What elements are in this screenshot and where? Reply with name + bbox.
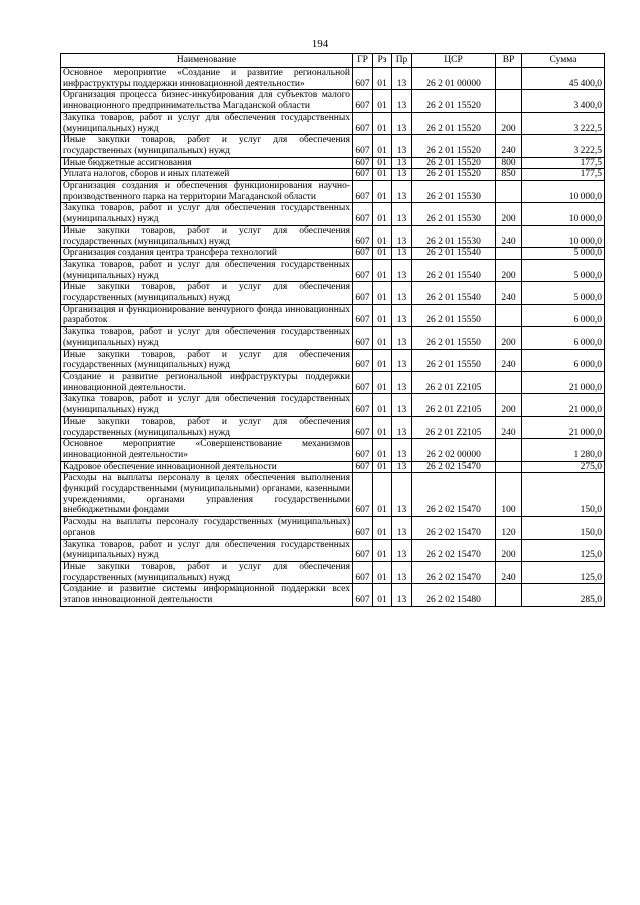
row-gr: 607 <box>353 248 373 260</box>
row-rz: 01 <box>373 304 392 326</box>
row-vr <box>496 248 522 260</box>
row-csr: 26 2 02 15470 <box>412 539 496 561</box>
row-vr: 240 <box>496 225 522 247</box>
row-vr: 200 <box>496 327 522 349</box>
row-csr: 26 2 02 15470 <box>412 461 496 473</box>
row-name: Основное мероприятие «Совершенствование механизмов инновационной деятельности» <box>61 439 353 461</box>
row-gr: 607 <box>353 394 373 416</box>
row-sum: 5 000,0 <box>522 259 605 281</box>
row-name: Закупка товаров, работ и услуг для обеспечения государственных (муниципальных) нужд <box>61 394 353 416</box>
row-pr: 13 <box>392 439 412 461</box>
row-csr: 26 2 01 15520 <box>412 135 496 157</box>
row-csr: 26 2 01 15520 <box>412 157 496 169</box>
row-csr: 26 2 01 15540 <box>412 248 496 260</box>
row-sum: 125,0 <box>522 539 605 561</box>
row-vr: 240 <box>496 282 522 304</box>
table-row <box>61 394 605 416</box>
row-csr: 26 2 01 15550 <box>412 327 496 349</box>
row-rz: 01 <box>373 584 392 606</box>
row-vr: 200 <box>496 112 522 134</box>
row-rz: 01 <box>373 181 392 203</box>
row-sum: 3 222,5 <box>522 112 605 134</box>
row-csr: 26 2 01 15530 <box>412 181 496 203</box>
row-vr: 850 <box>496 169 522 181</box>
table-row <box>61 461 605 473</box>
row-vr: 240 <box>496 349 522 371</box>
row-gr: 607 <box>353 112 373 134</box>
row-rz: 01 <box>373 225 392 247</box>
row-vr: 240 <box>496 135 522 157</box>
row-pr: 13 <box>392 248 412 260</box>
row-sum: 21 000,0 <box>522 371 605 393</box>
row-pr: 13 <box>392 282 412 304</box>
table-row <box>61 181 605 203</box>
row-sum: 177,5 <box>522 157 605 169</box>
row-pr: 13 <box>392 181 412 203</box>
row-gr: 607 <box>353 304 373 326</box>
row-csr: 26 2 01 00000 <box>412 68 496 90</box>
row-vr <box>496 584 522 606</box>
row-sum: 6 000,0 <box>522 349 605 371</box>
row-csr: 26 2 02 15480 <box>412 584 496 606</box>
table-header-row <box>61 54 605 68</box>
row-csr: 26 2 01 15540 <box>412 259 496 281</box>
table-row <box>61 112 605 134</box>
row-vr <box>496 90 522 112</box>
row-gr: 607 <box>353 181 373 203</box>
row-sum: 6 000,0 <box>522 327 605 349</box>
table-row <box>61 68 605 90</box>
row-rz: 01 <box>373 416 392 438</box>
row-pr: 13 <box>392 461 412 473</box>
row-name: Расходы на выплаты персоналу в целях обеспечения выполнения функций государственными (муниципальными) органами, казенными учреждениями, органами управления государственными внебюджетными фондами <box>61 473 353 517</box>
row-pr: 13 <box>392 169 412 181</box>
row-vr: 100 <box>496 473 522 517</box>
row-rz: 01 <box>373 68 392 90</box>
row-gr: 607 <box>353 259 373 281</box>
row-pr: 13 <box>392 112 412 134</box>
row-rz: 01 <box>373 439 392 461</box>
row-name: Организация процесса бизнес-инкубирования для субъектов малого инновационного предпринимательства Магаданской области <box>61 90 353 112</box>
table-row <box>61 371 605 393</box>
row-sum: 125,0 <box>522 561 605 583</box>
row-csr: 26 2 01 15530 <box>412 225 496 247</box>
row-sum: 21 000,0 <box>522 416 605 438</box>
row-gr: 607 <box>353 461 373 473</box>
row-name: Кадровое обеспечение инновационной деятельности <box>61 461 353 473</box>
row-vr: 800 <box>496 157 522 169</box>
row-vr <box>496 304 522 326</box>
row-vr: 240 <box>496 561 522 583</box>
row-sum: 10 000,0 <box>522 225 605 247</box>
row-name: Иные бюджетные ассигнования <box>61 157 353 169</box>
row-vr <box>496 371 522 393</box>
table-row <box>61 539 605 561</box>
row-pr: 13 <box>392 327 412 349</box>
row-csr: 26 2 01 Z2105 <box>412 371 496 393</box>
table-row <box>61 439 605 461</box>
row-pr: 13 <box>392 416 412 438</box>
row-name: Закупка товаров, работ и услуг для обеспечения государственных (муниципальных) нужд <box>61 327 353 349</box>
row-pr: 13 <box>392 349 412 371</box>
row-pr: 13 <box>392 225 412 247</box>
table-row <box>61 517 605 539</box>
row-pr: 13 <box>392 68 412 90</box>
header-pr: Пр <box>392 54 412 68</box>
row-csr: 26 2 01 15520 <box>412 169 496 181</box>
row-name: Иные закупки товаров, работ и услуг для обеспечения государственных (муниципальных) нужд <box>61 349 353 371</box>
row-csr: 26 2 01 15540 <box>412 282 496 304</box>
row-csr: 26 2 02 15470 <box>412 473 496 517</box>
header-gr: ГР <box>353 54 373 68</box>
table-row <box>61 304 605 326</box>
row-sum: 45 400,0 <box>522 68 605 90</box>
row-sum: 1 280,0 <box>522 439 605 461</box>
row-sum: 6 000,0 <box>522 304 605 326</box>
row-name: Иные закупки товаров, работ и услуг для обеспечения государственных (муниципальных) нужд <box>61 416 353 438</box>
row-gr: 607 <box>353 416 373 438</box>
row-vr <box>496 439 522 461</box>
row-sum: 3 222,5 <box>522 135 605 157</box>
row-rz: 01 <box>373 282 392 304</box>
row-name: Иные закупки товаров, работ и услуг для обеспечения государственных (муниципальных) нужд <box>61 135 353 157</box>
row-rz: 01 <box>373 169 392 181</box>
row-sum: 150,0 <box>522 473 605 517</box>
row-rz: 01 <box>373 248 392 260</box>
row-csr: 26 2 01 Z2105 <box>412 394 496 416</box>
row-gr: 607 <box>353 90 373 112</box>
row-gr: 607 <box>353 203 373 225</box>
header-name: Наименование <box>61 54 353 68</box>
row-sum: 177,5 <box>522 169 605 181</box>
row-vr <box>496 68 522 90</box>
row-pr: 13 <box>392 135 412 157</box>
table-row <box>61 473 605 517</box>
row-csr: 26 2 01 Z2105 <box>412 416 496 438</box>
row-name: Расходы на выплаты персоналу государственных (муниципальных) органов <box>61 517 353 539</box>
table-row <box>61 349 605 371</box>
row-csr: 26 2 01 15520 <box>412 112 496 134</box>
row-rz: 01 <box>373 349 392 371</box>
row-gr: 607 <box>353 68 373 90</box>
row-csr: 26 2 01 15520 <box>412 90 496 112</box>
row-pr: 13 <box>392 371 412 393</box>
row-vr: 200 <box>496 259 522 281</box>
row-pr: 13 <box>392 584 412 606</box>
row-rz: 01 <box>373 157 392 169</box>
row-gr: 607 <box>353 371 373 393</box>
row-rz: 01 <box>373 473 392 517</box>
row-gr: 607 <box>353 135 373 157</box>
row-sum: 10 000,0 <box>522 203 605 225</box>
table-row <box>61 169 605 181</box>
row-name: Создание и развитие региональной инфраструктуры поддержки инновационной деятельности. <box>61 371 353 393</box>
row-pr: 13 <box>392 517 412 539</box>
table-row <box>61 157 605 169</box>
row-rz: 01 <box>373 135 392 157</box>
row-gr: 607 <box>353 349 373 371</box>
table-row <box>61 561 605 583</box>
row-gr: 607 <box>353 561 373 583</box>
row-gr: 607 <box>353 539 373 561</box>
row-gr: 607 <box>353 327 373 349</box>
row-name: Закупка товаров, работ и услуг для обеспечения государственных (муниципальных) нужд <box>61 259 353 281</box>
row-sum: 285,0 <box>522 584 605 606</box>
row-csr: 26 2 02 00000 <box>412 439 496 461</box>
row-gr: 607 <box>353 439 373 461</box>
row-sum: 10 000,0 <box>522 181 605 203</box>
row-name: Основное мероприятие «Создание и развитие региональной инфраструктуры поддержки инновационной деятельности» <box>61 68 353 90</box>
row-pr: 13 <box>392 561 412 583</box>
table-body <box>61 68 605 607</box>
row-name: Закупка товаров, работ и услуг для обеспечения государственных (муниципальных) нужд <box>61 539 353 561</box>
row-pr: 13 <box>392 394 412 416</box>
row-name: Организация и функционирование венчурного фонда инновационных разработок <box>61 304 353 326</box>
table-row <box>61 416 605 438</box>
row-name: Закупка товаров, работ и услуг для обеспечения государственных (муниципальных) нужд <box>61 112 353 134</box>
row-pr: 13 <box>392 539 412 561</box>
row-gr: 607 <box>353 282 373 304</box>
budget-table <box>60 53 605 607</box>
row-vr: 240 <box>496 416 522 438</box>
page-number: 194 <box>311 38 329 50</box>
table-row <box>61 282 605 304</box>
header-csr: ЦСР <box>412 54 496 68</box>
header-vr: ВР <box>496 54 522 68</box>
table-row <box>61 248 605 260</box>
row-vr: 200 <box>496 394 522 416</box>
table-row <box>61 203 605 225</box>
row-sum: 5 000,0 <box>522 248 605 260</box>
row-pr: 13 <box>392 473 412 517</box>
row-vr: 200 <box>496 539 522 561</box>
row-pr: 13 <box>392 259 412 281</box>
table-row <box>61 90 605 112</box>
row-gr: 607 <box>353 517 373 539</box>
row-rz: 01 <box>373 203 392 225</box>
row-rz: 01 <box>373 259 392 281</box>
row-sum: 275,0 <box>522 461 605 473</box>
row-name: Организация создания и обеспечения функционирования научно-производственного парка на территории Магаданской области <box>61 181 353 203</box>
row-name: Организация создания центра трансфера технологий <box>61 248 353 260</box>
row-gr: 607 <box>353 584 373 606</box>
row-gr: 607 <box>353 157 373 169</box>
header-sum: Сумма <box>522 54 605 68</box>
row-pr: 13 <box>392 90 412 112</box>
row-gr: 607 <box>353 225 373 247</box>
row-sum: 5 000,0 <box>522 282 605 304</box>
row-vr <box>496 461 522 473</box>
row-rz: 01 <box>373 327 392 349</box>
row-name: Уплата налогов, сборов и иных платежей <box>61 169 353 181</box>
row-name: Иные закупки товаров, работ и услуг для обеспечения государственных (муниципальных) нужд <box>61 561 353 583</box>
row-rz: 01 <box>373 371 392 393</box>
row-csr: 26 2 02 15470 <box>412 517 496 539</box>
row-csr: 26 2 01 15530 <box>412 203 496 225</box>
row-rz: 01 <box>373 561 392 583</box>
table-row <box>61 584 605 606</box>
row-rz: 01 <box>373 517 392 539</box>
row-rz: 01 <box>373 539 392 561</box>
row-rz: 01 <box>373 461 392 473</box>
row-csr: 26 2 01 15550 <box>412 349 496 371</box>
row-name: Создание и развитие системы информационной поддержки всех этапов инновационной деятельности <box>61 584 353 606</box>
row-rz: 01 <box>373 112 392 134</box>
row-rz: 01 <box>373 90 392 112</box>
row-vr: 120 <box>496 517 522 539</box>
row-csr: 26 2 02 15470 <box>412 561 496 583</box>
row-pr: 13 <box>392 203 412 225</box>
row-sum: 21 000,0 <box>522 394 605 416</box>
row-gr: 607 <box>353 169 373 181</box>
table-row <box>61 327 605 349</box>
row-sum: 3 400,0 <box>522 90 605 112</box>
row-sum: 150,0 <box>522 517 605 539</box>
table-row <box>61 135 605 157</box>
row-name: Иные закупки товаров, работ и услуг для обеспечения государственных (муниципальных) нужд <box>61 225 353 247</box>
row-pr: 13 <box>392 157 412 169</box>
table-row <box>61 225 605 247</box>
row-rz: 01 <box>373 394 392 416</box>
row-gr: 607 <box>353 473 373 517</box>
row-vr <box>496 181 522 203</box>
row-name: Закупка товаров, работ и услуг для обеспечения государственных (муниципальных) нужд <box>61 203 353 225</box>
header-rz: Рз <box>373 54 392 68</box>
row-csr: 26 2 01 15550 <box>412 304 496 326</box>
row-vr: 200 <box>496 203 522 225</box>
row-pr: 13 <box>392 304 412 326</box>
table-row <box>61 259 605 281</box>
row-name: Иные закупки товаров, работ и услуг для обеспечения государственных (муниципальных) нужд <box>61 282 353 304</box>
